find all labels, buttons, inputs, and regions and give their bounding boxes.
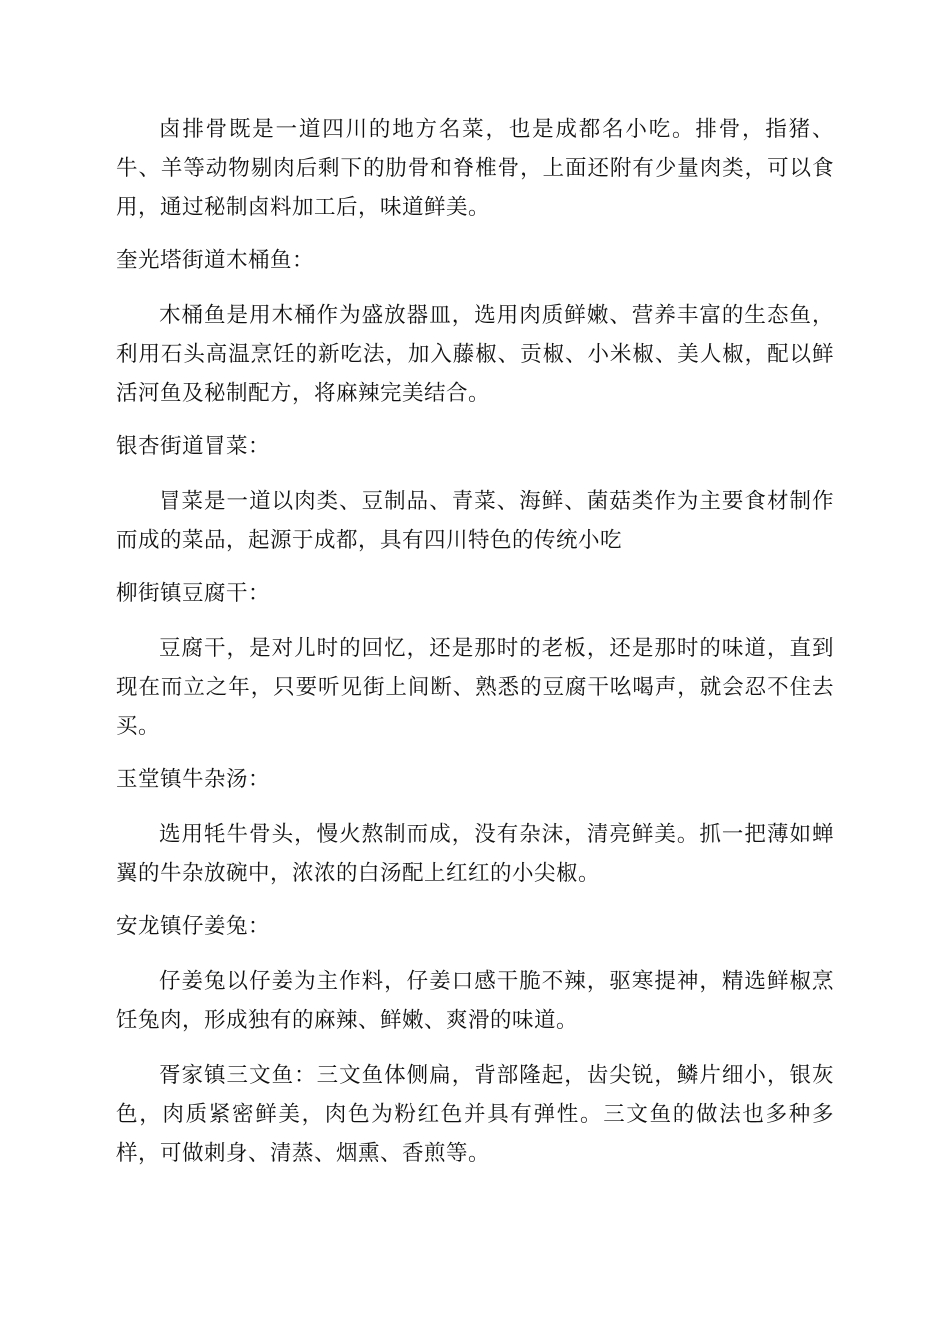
paragraph-niuza-tang: 选用牦牛骨头，慢火熬制而成，没有杂沫，清亮鲜美。抓一把薄如蝉翼的牛杂放碗中，浓浓的白汤配上红红的小尖椒。 [116, 822, 834, 886]
paragraph-zijiang-tu: 仔姜兔以仔姜为主作料，仔姜口感干脆不辣，驱寒提神，精选鲜椒烹饪兔肉，形成独有的麻辣、鲜嫩、爽滑的味道。 [116, 969, 834, 1033]
paragraph-doufu-gan: 豆腐干，是对儿时的回忆，还是那时的老板，还是那时的味道，直到现在而立之年，只要听见街上间断、熟悉的豆腐干吆喝声，就会忍不住去买。 [116, 636, 834, 739]
heading-niuza-tang: 玉堂镇牛杂汤： [116, 767, 271, 792]
heading-mao-cai: 银杏街道冒菜： [116, 434, 271, 459]
paragraph-sanwen-yu: 胥家镇三文鱼：三文鱼体侧扁，背部隆起，齿尖锐，鳞片细小，银灰色，肉质紧密鲜美，肉色为粉红色并具有弹性。三文鱼的做法也多种多样，可做刺身、清蒸、烟熏、香煎等。 [116, 1063, 834, 1166]
paragraph-lu-paigu: 卤排骨既是一道四川的地方名菜，也是成都名小吃。排骨，指猪、牛、羊等动物剔肉后剩下的肋骨和脊椎骨，上面还附有少量肉类，可以食用，通过秘制卤料加工后，味道鲜美。 [116, 117, 834, 220]
heading-mutong-yu: 奎光塔街道木桶鱼： [116, 248, 315, 273]
document-body [116, 110, 834, 1173]
paragraph-mao-cai: 冒菜是一道以肉类、豆制品、青菜、海鲜、菌菇类作为主要食材制作而成的菜品，起源于成都，具有四川特色的传统小吃 [116, 489, 834, 553]
heading-zijiang-tu: 安龙镇仔姜兔： [116, 914, 271, 939]
heading-doufu-gan: 柳街镇豆腐干： [116, 581, 271, 606]
paragraph-mutong-yu: 木桶鱼是用木桶作为盛放器皿，选用肉质鲜嫩、营养丰富的生态鱼，利用石头高温烹饪的新吃法，加入藤椒、贡椒、小米椒、美人椒，配以鲜活河鱼及秘制配方，将麻辣完美结合。 [116, 303, 834, 406]
